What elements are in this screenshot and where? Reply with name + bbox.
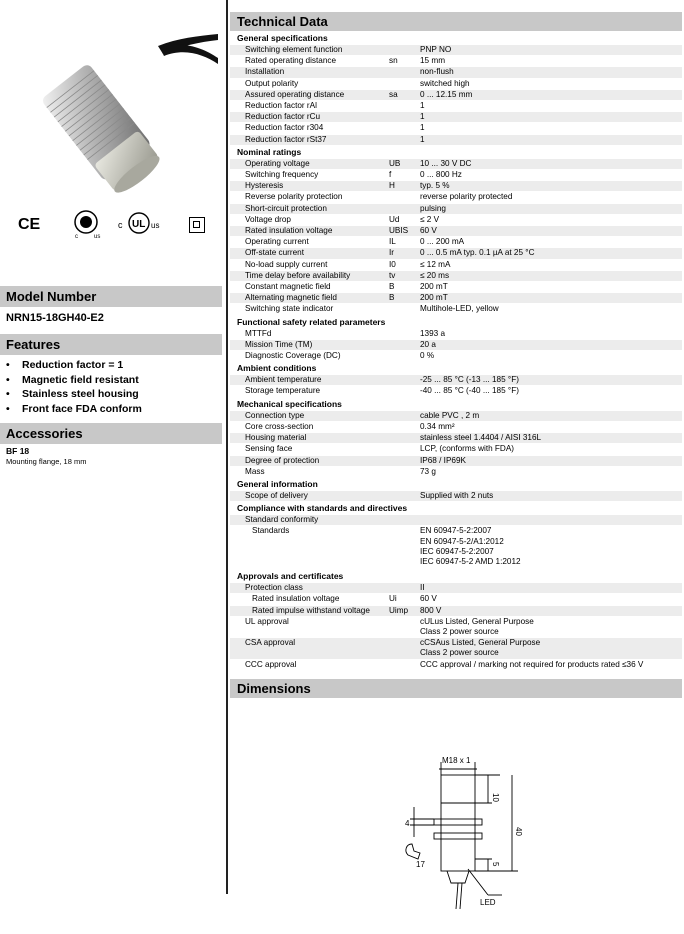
led-label: LED [480, 897, 496, 907]
features-list [6, 358, 142, 416]
table-row [230, 422, 682, 433]
spec-name: Degree of protection [245, 455, 320, 465]
spec-name: Reduction factor rAl [245, 101, 317, 111]
spec-symbol: B [389, 293, 395, 303]
spec-symbol: sa [389, 89, 398, 99]
spec-value: 0.34 mm² [420, 421, 455, 431]
spec-symbol [389, 304, 420, 314]
spec-value: 0 % [420, 351, 435, 361]
spec-value: ≤ 12 mA [420, 259, 451, 269]
svg-text:c: c [75, 234, 78, 240]
spec-value: 1 [420, 112, 425, 122]
spec-symbol [389, 351, 420, 361]
spec-value: PNP NO [420, 45, 452, 54]
table-row [230, 386, 682, 397]
spec-name: Protection class [245, 583, 303, 593]
spec-value: reverse polarity protected [420, 192, 513, 202]
spec-symbol [389, 411, 420, 421]
table-row [230, 45, 682, 56]
section-title: General specifications [230, 32, 682, 45]
spec-name: Rated operating distance [245, 56, 337, 66]
section-title: Nominal ratings [230, 146, 682, 159]
functional-safety-parameters [230, 329, 682, 363]
spec-symbol: UBIS [389, 226, 409, 236]
spec-value: 73 g [420, 466, 436, 476]
section-title: Mechanical specifications [230, 398, 682, 411]
spec-name: Connection type [245, 410, 305, 420]
spec-value: 1 [420, 134, 425, 144]
technical-data-title: Technical Data [230, 12, 682, 32]
spec-name: Off-state current [245, 248, 305, 258]
section-title: Functional safety related parameters [230, 316, 682, 329]
spec-name: Standard conformity [245, 515, 319, 525]
spec-value: EN 60947-5-2:2007 EN 60947-5-2/A1:2012 IEC 60947-5-2:2007 IEC 60947-5-2 AMD 1:2012 [420, 526, 521, 566]
spec-symbol: Ud [389, 214, 400, 224]
table-row [230, 617, 682, 638]
section-title: Ambient conditions [230, 362, 682, 375]
protection-class-ii-icon [189, 217, 205, 233]
spec-name: Constant magnetic field [245, 282, 331, 292]
spec-symbol [389, 340, 420, 350]
spec-symbol [389, 617, 420, 637]
spec-symbol [389, 101, 420, 111]
table-row [230, 135, 682, 146]
dim-5-label: 5 [491, 861, 500, 867]
spec-value: stainless steel 1.4404 / AISI 316L [420, 433, 542, 443]
thread-size-label: M18 x 1 [442, 755, 471, 765]
spec-symbol: UB [389, 158, 401, 168]
general-information [230, 491, 682, 502]
spec-symbol [389, 112, 420, 122]
spec-symbol: IL [389, 237, 396, 247]
spec-value: 1393 a [420, 328, 446, 338]
certification-marks [14, 208, 214, 244]
list-item: • Reduction factor = 1 [6, 358, 142, 373]
table-row [230, 282, 682, 293]
spec-value: cCSAus Listed, General Purpose Class 2 power source [420, 638, 541, 658]
spec-value: Multihole-LED, yellow [420, 304, 499, 314]
table-row [230, 226, 682, 237]
nominal-ratings [230, 159, 682, 316]
svg-text:us: us [151, 221, 160, 230]
accessory-description: Mounting flange, 18 mm [6, 457, 87, 466]
table-row [230, 526, 682, 570]
table-row [230, 101, 682, 112]
spec-name: Time delay before availability [245, 270, 351, 280]
spec-name: Short-circuit protection [245, 203, 327, 213]
spec-name: UL approval [245, 616, 289, 626]
table-row [230, 181, 682, 192]
table-row [230, 204, 682, 215]
accessory-name: BF 18 [6, 446, 30, 456]
table-row [230, 411, 682, 422]
table-row [230, 351, 682, 362]
left-column [0, 0, 226, 894]
spec-name: Mission Time (TM) [245, 339, 313, 349]
column-divider [226, 0, 228, 894]
spec-value: ≤ 20 ms [420, 270, 450, 280]
table-row [230, 67, 682, 78]
table-row [230, 237, 682, 248]
spec-name: Operating voltage [245, 158, 310, 168]
spec-value: Supplied with 2 nuts [420, 490, 494, 500]
svg-text:UL: UL [132, 219, 146, 230]
spec-value: 15 mm [420, 56, 446, 66]
table-row [230, 491, 682, 502]
spec-name: Operating current [245, 237, 309, 247]
spec-symbol [389, 192, 420, 202]
spec-symbol: B [389, 282, 395, 292]
spec-value: 200 mT [420, 282, 448, 292]
spec-symbol [389, 444, 420, 454]
approvals-and-certificates [230, 583, 682, 671]
table-row [230, 433, 682, 444]
spec-name: Hysteresis [245, 181, 284, 191]
spec-value: 10 ... 30 V DC [420, 158, 472, 168]
spec-value: pulsing [420, 203, 446, 213]
spec-symbol [389, 386, 420, 396]
spec-name: Alternating magnetic field [245, 293, 337, 303]
spec-symbol: sn [389, 56, 398, 66]
spec-symbol [389, 660, 420, 670]
csa-mark-icon [70, 208, 106, 240]
svg-text:c: c [118, 220, 123, 230]
spec-symbol: tv [389, 270, 396, 280]
spec-name: Rated insulation voltage [245, 226, 333, 236]
table-row [230, 56, 682, 67]
spec-name: Standards [252, 526, 290, 536]
section-title: General information [230, 478, 682, 491]
spec-value: CCC approval / marking not required for products rated ≤36 V [420, 659, 644, 669]
spec-name: Assured operating distance [245, 89, 345, 99]
spec-symbol: H [389, 181, 395, 191]
table-row [230, 79, 682, 90]
spec-value: II [420, 583, 425, 593]
spec-symbol: Ir [389, 248, 395, 258]
spec-symbol [389, 204, 420, 214]
table-row [230, 583, 682, 594]
spec-value: 0 ... 12.15 mm [420, 89, 473, 99]
technical-data-panel [230, 12, 682, 929]
spec-symbol [389, 422, 420, 432]
spec-name: Scope of delivery [245, 490, 308, 500]
spec-name: Ambient temperature [245, 375, 322, 385]
table-row [230, 123, 682, 134]
spec-value: IP68 / IP69K [420, 455, 466, 465]
dimension-drawing-svg [230, 699, 682, 929]
dim-40-label: 40 [514, 826, 523, 836]
spec-value: 60 V [420, 226, 437, 236]
table-row [230, 192, 682, 203]
spec-value: 60 V [420, 594, 437, 604]
spec-name: Storage temperature [245, 386, 321, 396]
spec-name: MTTFd [245, 328, 272, 338]
list-item: • Stainless steel housing [6, 387, 142, 402]
spec-name: Output polarity [245, 78, 299, 88]
dim-4-label: 4 [405, 818, 410, 828]
spec-name: Rated insulation voltage [252, 594, 340, 604]
table-row [230, 271, 682, 282]
ul-mark-icon [118, 210, 164, 238]
spec-symbol [389, 45, 420, 55]
table-row [230, 112, 682, 123]
table-row [230, 293, 682, 304]
mechanical-specifications [230, 411, 682, 478]
spec-symbol [389, 135, 420, 145]
table-row [230, 170, 682, 181]
spec-symbol [389, 329, 420, 339]
spec-name: Voltage drop [245, 214, 291, 224]
table-row [230, 329, 682, 340]
table-row [230, 638, 682, 659]
list-item: • Magnetic field resistant [6, 373, 142, 388]
spec-name: No-load supply current [245, 259, 328, 269]
product-image [8, 8, 218, 193]
spec-symbol [389, 491, 420, 501]
spec-name: Switching element function [245, 45, 343, 54]
spec-value: 20 a [420, 339, 436, 349]
spec-value: 0 ... 200 mA [420, 237, 465, 247]
spec-name: CCC approval [245, 659, 297, 669]
spec-name: Rated impulse withstand voltage [252, 605, 370, 615]
spec-symbol [389, 79, 420, 89]
table-row [230, 304, 682, 315]
list-item: • Front face FDA conform [6, 402, 142, 417]
dimension-drawing [230, 699, 682, 929]
accessories-header: Accessories [0, 423, 222, 444]
table-row [230, 467, 682, 478]
table-row [230, 248, 682, 259]
spec-name: Reverse polarity protection [245, 192, 343, 202]
spec-value: 1 [420, 123, 425, 133]
spec-symbol: f [389, 170, 392, 180]
table-row [230, 340, 682, 351]
spec-name: Reduction factor rCu [245, 112, 321, 122]
ambient-conditions [230, 375, 682, 397]
spec-value: typ. 5 % [420, 181, 450, 191]
spec-symbol [389, 467, 420, 477]
spec-name: Installation [245, 67, 285, 77]
spec-name: Reduction factor r304 [245, 123, 324, 133]
table-row [230, 375, 682, 386]
spec-symbol [389, 375, 420, 385]
table-row [230, 456, 682, 467]
spec-value: ≤ 2 V [420, 214, 440, 224]
spec-name: Mass [245, 466, 265, 476]
model-number-header: Model Number [0, 286, 222, 307]
spec-symbol: Ui [389, 594, 397, 604]
table-row [230, 606, 682, 617]
svg-text:us: us [94, 234, 101, 240]
spec-symbol [389, 67, 420, 77]
spec-symbol [389, 456, 420, 466]
table-row [230, 90, 682, 101]
spec-value: -40 ... 85 °C (-40 ... 185 °F) [420, 386, 519, 396]
spec-value: 200 mT [420, 293, 448, 303]
spec-name: Core cross-section [245, 421, 314, 431]
spec-name: Diagnostic Coverage (DC) [245, 351, 341, 361]
spec-name: CSA approval [245, 638, 296, 648]
table-row [230, 215, 682, 226]
table-row [230, 660, 682, 671]
spec-value: switched high [420, 78, 470, 88]
model-number: NRN15-18GH40-E2 [6, 312, 104, 324]
spec-value: 800 V [420, 605, 442, 615]
spec-name: Switching state indicator [245, 304, 334, 314]
spec-value: cULus Listed, General Purpose Class 2 power source [420, 616, 534, 636]
spec-symbol: I0 [389, 259, 396, 269]
spec-value: 0 ... 800 Hz [420, 170, 462, 180]
features-header: Features [0, 334, 222, 355]
table-row [230, 515, 682, 526]
spec-symbol [389, 433, 420, 443]
spec-name: Reduction factor rSt37 [245, 134, 327, 144]
spec-value: cable PVC , 2 m [420, 410, 480, 420]
dimensions-title: Dimensions [230, 679, 682, 699]
spec-symbol [389, 123, 420, 133]
spec-symbol [389, 583, 420, 593]
spec-name: Housing material [245, 433, 307, 443]
spec-symbol: Uimp [389, 605, 409, 615]
table-row [230, 260, 682, 271]
spec-name: Sensing face [245, 444, 293, 454]
spec-value: LCP, (conforms with FDA) [420, 444, 515, 454]
section-title: Compliance with standards and directives [230, 502, 682, 515]
ce-mark-icon: CE [18, 216, 41, 233]
spec-value: non-flush [420, 67, 454, 77]
table-row [230, 444, 682, 455]
table-row [230, 594, 682, 605]
dim-10-label: 10 [491, 792, 500, 802]
spec-value: -25 ... 85 °C (-13 ... 185 °F) [420, 375, 519, 385]
section-title: Approvals and certificates [230, 570, 682, 583]
spec-symbol [389, 638, 420, 658]
spec-value: 1 [420, 101, 425, 111]
table-row [230, 159, 682, 170]
spec-name: Switching frequency [245, 170, 319, 180]
wrench-size-label: 17 [416, 859, 425, 869]
spec-value: 0 ... 0.5 mA typ. 0.1 µA at 25 °C [420, 248, 535, 258]
general-specifications [230, 45, 682, 146]
